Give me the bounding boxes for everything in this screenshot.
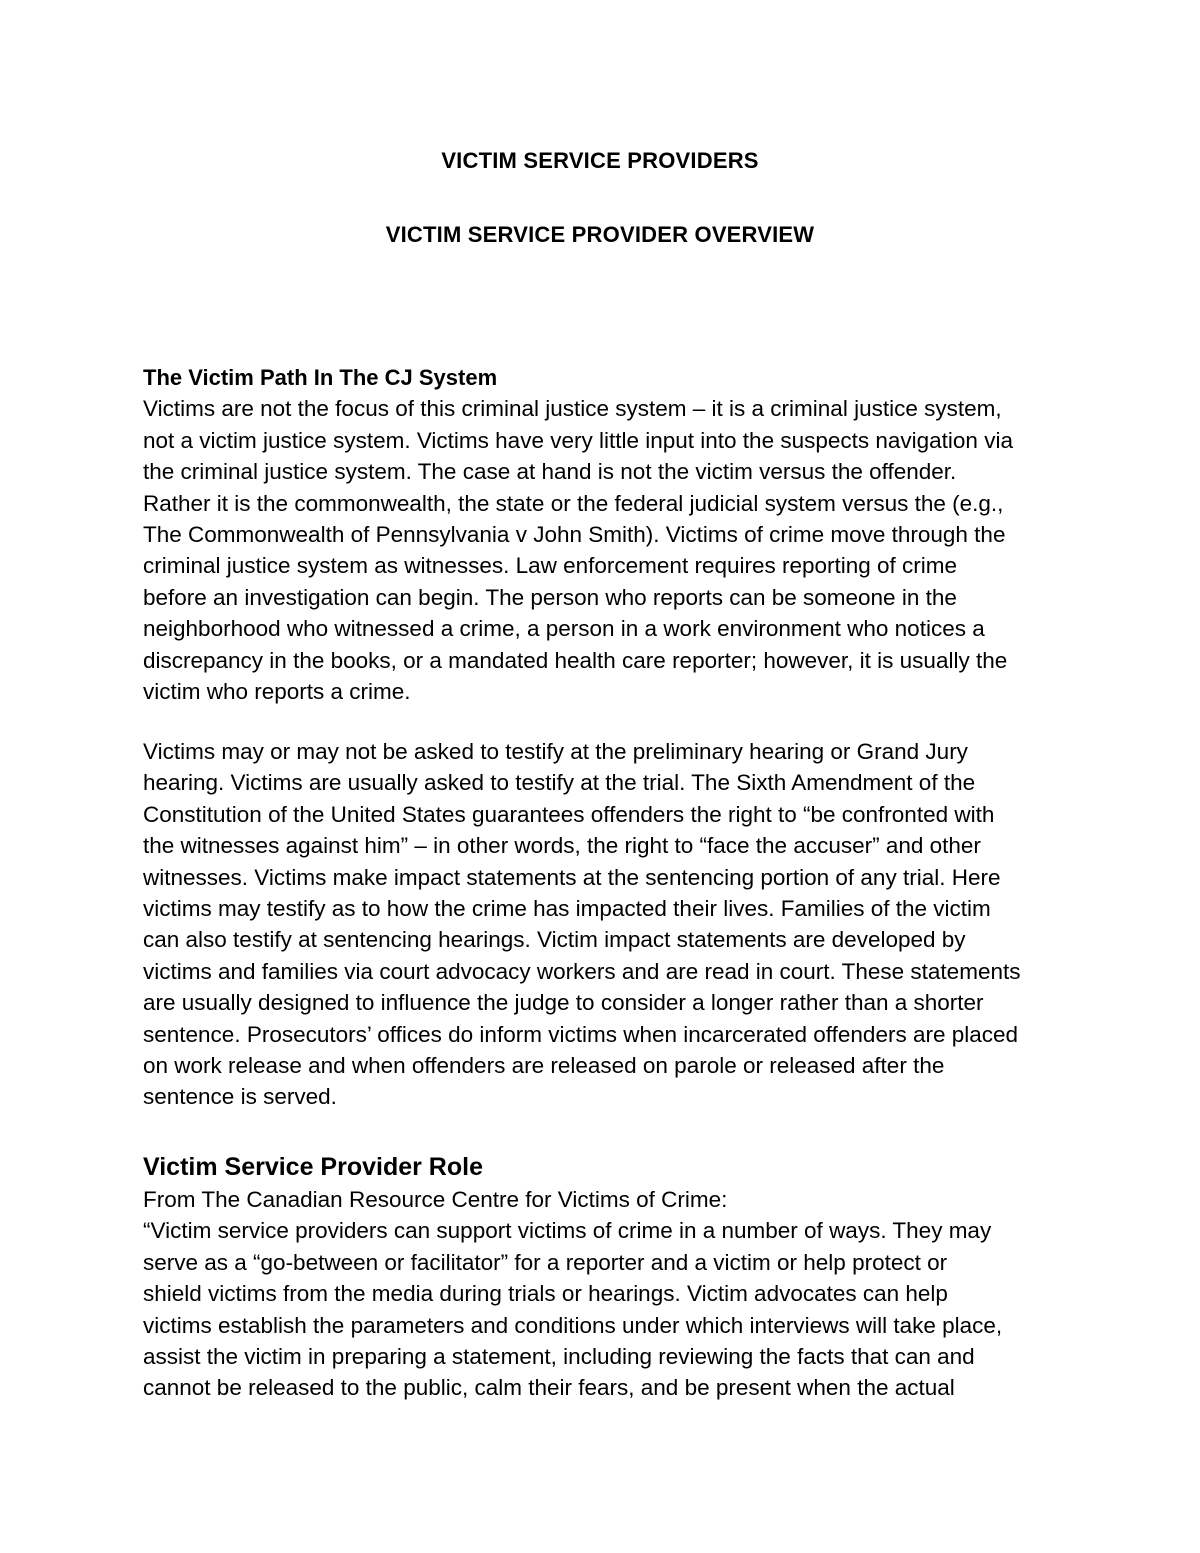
paragraph-line: victim who reports a crime. [143, 678, 411, 704]
paragraph-line: witnesses. Victims make impact statements at the sentencing portion of any trial. Here [143, 864, 1001, 890]
paragraph-line: Constitution of the United States guarantees offenders the right to “be confronted with [143, 801, 995, 827]
paragraph-line: sentence is served. [143, 1084, 337, 1110]
document-title: VICTIM SERVICE PROVIDERS [441, 148, 759, 173]
section-victim-path [143, 362, 1063, 707]
section-heading-provider-role: Victim Service Provider Role [143, 1153, 483, 1181]
paragraph-line: Victims are not the focus of this criminal justice system – it is a criminal justice system, [143, 396, 1002, 422]
paragraph-line: victims establish the parameters and conditions under which interviews will take place, [143, 1312, 1003, 1338]
section-provider-role [143, 1150, 1063, 1404]
paragraph-line: on work release and when offenders are released on parole or released after the [143, 1052, 945, 1078]
paragraph-line: discrepancy in the books, or a mandated health care reporter; however, it is usually the [143, 647, 1008, 673]
paragraph-line: neighborhood who witnessed a crime, a person in a work environment who notices a [143, 616, 985, 642]
section-testimony [143, 736, 1063, 1113]
section-heading-victim-path: The Victim Path In The CJ System [143, 365, 498, 390]
paragraph-line: shield victims from the media during trials or hearings. Victim advocates can help [143, 1281, 948, 1307]
section-body [143, 1184, 1063, 1404]
paragraph-line: hearing. Victims are usually asked to testify at the trial. The Sixth Amendment of the [143, 770, 976, 796]
paragraph-line: From The Canadian Resource Centre for Victims of Crime: [143, 1187, 728, 1212]
paragraph-line: The Commonwealth of Pennsylvania v John Smith). Victims of crime move through the [143, 521, 1006, 547]
paragraph-line: are usually designed to influence the judge to consider a longer rather than a shorter [143, 990, 984, 1016]
paragraph-line: cannot be released to the public, calm their fears, and be present when the actual [143, 1375, 955, 1401]
paragraph-line: the criminal justice system. The case at hand is not the victim versus the offender. [143, 459, 957, 485]
document-subtitle: VICTIM SERVICE PROVIDER OVERVIEW [385, 222, 815, 247]
paragraph-line: victims and families via court advocacy workers and are read in court. These statements [143, 958, 1021, 984]
paragraph-line: Rather it is the commonwealth, the state or the federal judicial system versus the (e.g., [143, 490, 1004, 516]
section-body [143, 393, 1063, 707]
paragraph-line: assist the victim in preparing a statement, including reviewing the facts that can and [143, 1343, 975, 1369]
paragraph-line: criminal justice system as witnesses. Law enforcement requires reporting of crime [143, 553, 958, 579]
paragraph-line: victims may testify as to how the crime has impacted their lives. Families of the victim [143, 895, 991, 921]
paragraph-line: can also testify at sentencing hearings. Victim impact statements are developed by [143, 927, 966, 953]
paragraph-line: sentence. Prosecutors’ offices do inform victims when incarcerated offenders are placed [143, 1021, 1019, 1047]
paragraph-line: serve as a “go-between or facilitator” for a reporter and a victim or help protect or [143, 1249, 948, 1275]
paragraph-line: “Victim service providers can support victims of crime in a number of ways. They may [143, 1218, 992, 1244]
paragraph-line: the witnesses against him” – in other words, the right to “face the accuser” and other [143, 833, 981, 859]
paragraph-line: before an investigation can begin. The person who reports can be someone in the [143, 584, 957, 610]
paragraph-line: not a victim justice system. Victims have very little input into the suspects navigation via [143, 427, 1013, 453]
paragraph-line: Victims may or may not be asked to testify at the preliminary hearing or Grand Jury [143, 739, 968, 764]
